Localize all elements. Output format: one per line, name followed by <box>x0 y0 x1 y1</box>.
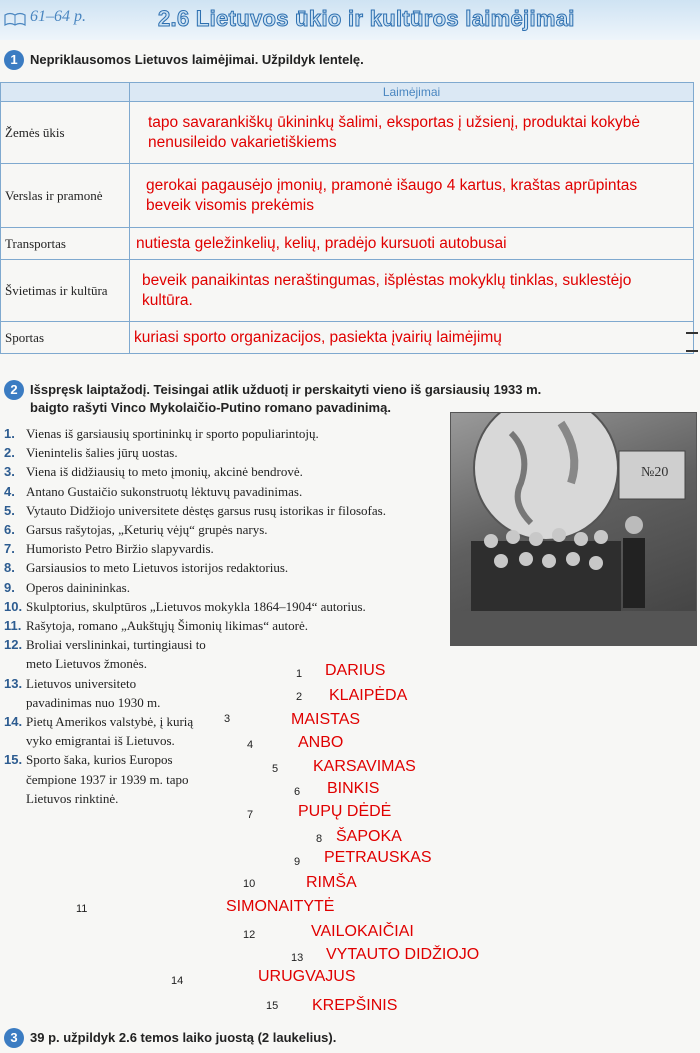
clue-number: 4. <box>4 483 15 499</box>
clue-text: Skulptorius, skulptūros „Lietuvos mokykla 1864–1904“ autorius. <box>26 598 366 614</box>
clue-item <box>4 578 386 597</box>
table-row <box>1 228 694 260</box>
classroom-photo-drawing <box>451 413 696 645</box>
clue-number: 12. <box>4 637 23 653</box>
answer-number: 5 <box>272 763 279 775</box>
header-blank-cell <box>1 83 130 102</box>
answer-word: SIMONAITYTĖ <box>226 898 335 915</box>
page-range: 61–64 p. <box>30 8 86 25</box>
answer-number: 8 <box>316 833 323 845</box>
answer-word: DARIUS <box>325 662 386 679</box>
clue-item <box>4 501 386 520</box>
answer-number: 14 <box>171 975 184 987</box>
row-label: Žemės ūkis <box>1 102 130 164</box>
clue-number: 1. <box>4 426 15 441</box>
answer-number: 11 <box>76 903 88 915</box>
clue-number: 11. <box>4 618 22 634</box>
clue-text: Viena iš didžiausių to meto įmonių, akcinė bendrovė. <box>26 464 303 480</box>
table-row <box>1 322 694 354</box>
clue-number: 9. <box>4 579 15 595</box>
task-number-2: 2 <box>4 380 24 400</box>
answer-number: 12 <box>243 929 256 941</box>
answer-word: KLAIPĖDA <box>329 687 408 704</box>
task-3-instruction: 39 p. užpildyk 2.6 temos laiko juostą (2 laukelius). <box>30 1030 337 1045</box>
clue-item <box>4 520 386 539</box>
clue-number: 7. <box>4 541 15 557</box>
clue-number: 13. <box>4 675 23 691</box>
clue-number: 14. <box>4 714 23 730</box>
table-row <box>1 164 694 228</box>
clue-item <box>4 597 386 616</box>
clue-item <box>4 539 386 558</box>
clue-item <box>4 482 386 501</box>
clue-number: 10. <box>4 598 23 614</box>
table-header-row <box>1 83 694 102</box>
column-header-achievements: Laimėjimai <box>130 83 694 102</box>
classroom-photo <box>450 412 697 646</box>
clue-text: Vytauto Didžiojo universitete dėstęs garsus rusų istorikas ir filosofas. <box>26 502 386 518</box>
clue-number: 2. <box>4 445 15 461</box>
task-2-instruction-line1: Išspręsk laiptažodį. Teisingai atlik užduotį ir perskaityti vieno iš garsiausių 1933 m. <box>30 382 542 397</box>
clue-text: Rašytoja, romano „Aukštųjų Šimonių likimas“ autorė. <box>26 618 308 634</box>
clue-number: 15. <box>4 752 23 768</box>
answer-word: VAILOKAIČIAI <box>311 923 414 940</box>
answer-word: MAISTAS <box>291 711 361 728</box>
row-answer: beveik panaikintas neraštingumas, išplėstas mokyklų tinklas, suklestėjo kultūra. <box>130 260 694 322</box>
clue-number: 8. <box>4 560 15 576</box>
answer-word: PUPŲ DĖDĖ <box>298 803 392 820</box>
answer-word: ŠAPOKA <box>336 828 402 845</box>
clue-item <box>4 616 386 635</box>
clue-number: 3. <box>4 464 15 480</box>
answer-word: VYTAUTO DIDŽIOJO <box>326 946 480 963</box>
margin-mark <box>686 350 698 352</box>
answer-number: 4 <box>247 739 254 751</box>
answer-number: 13 <box>291 952 304 964</box>
answer-number: 9 <box>294 856 301 868</box>
row-answer: tapo savarankiškų ūkininkų šalimi, eksportas į užsienį, produktai kokybė nenusileido vakarietiškiems <box>130 102 694 164</box>
clue-text: Antano Gustaičio sukonstruotų lėktuvų pavadinimas. <box>26 483 303 499</box>
achievements-table <box>0 82 694 354</box>
clue-number: 5. <box>4 502 15 518</box>
answer-number: 15 <box>266 1000 279 1012</box>
answer-word: RIMŠA <box>306 874 357 891</box>
page-title: 2.6 Lietuvos ūkio ir kultūros laimėjimai <box>158 6 575 31</box>
clue-item <box>4 424 386 443</box>
row-label: Sportas <box>1 322 130 354</box>
answer-number: 2 <box>296 691 303 703</box>
clue-text: Garsus rašytojas, „Keturių vėjų“ grupės narys. <box>26 522 268 538</box>
row-answer: kuriasi sporto organizacijos, pasiekta įvairių laimėjimų <box>130 322 694 354</box>
row-label: Verslas ir pramonė <box>1 164 130 228</box>
answer-word: KREPŠINIS <box>312 997 398 1014</box>
clue-text: Vienas iš garsiausių sportininkų ir sporto populiarintojų. <box>26 426 319 441</box>
clue-text: Lietuvos universiteto pavadinimas nuo 1930 m. <box>26 675 161 710</box>
margin-mark <box>686 332 698 334</box>
row-answer: gerokai pagausėjo įmonių, pramonė išaugo 4 kartus, kraštas aprūpintas beveik visomis prekėmis <box>130 164 694 228</box>
answer-number: 6 <box>294 786 301 798</box>
answer-number: 7 <box>247 809 254 821</box>
clue-item <box>4 558 386 577</box>
row-label: Transportas <box>1 228 130 260</box>
answer-number: 10 <box>243 878 256 890</box>
clue-item <box>4 462 386 481</box>
clue-text: Broliai verslininkai, turtingiausi to meto Lietuvos žmonės. <box>26 637 206 672</box>
photo-sign-label: №20 <box>641 465 669 480</box>
answer-word: URUGVAJUS <box>258 968 356 985</box>
task-2-instruction-line2: baigto rašyti Vinco Mykolaičio-Putino romano pavadinimą. <box>30 400 391 415</box>
answer-number: 1 <box>296 668 303 680</box>
clue-number: 6. <box>4 522 15 538</box>
answer-word: BINKIS <box>327 780 380 797</box>
answer-number: 3 <box>224 713 231 725</box>
clue-text: Garsiausios to meto Lietuvos istorijos redaktorius. <box>26 560 289 576</box>
table-row <box>1 102 694 164</box>
task-1-instruction: Nepriklausomos Lietuvos laimėjimai. Užpildyk lentelę. <box>30 52 364 67</box>
row-answer: nutiesta geležinkelių, kelių, pradėjo kursuoti autobusai <box>130 228 694 260</box>
task-number-3: 3 <box>4 1028 24 1048</box>
book-icon <box>4 12 26 26</box>
clue-item <box>4 443 386 462</box>
clue-text: Vienintelis šalies jūrų uostas. <box>26 445 178 461</box>
clue-text: Sporto šaka, kurios Europos čempione 1937 ir 1939 m. tapo Lietuvos rinktinė. <box>26 752 189 806</box>
task-number-1: 1 <box>4 50 24 70</box>
answer-word: KARSAVIMAS <box>313 758 416 775</box>
clue-text: Pietų Amerikos valstybė, į kurią vyko emigrantai iš Lietuvos. <box>26 714 194 749</box>
row-label: Švietimas ir kultūra <box>1 260 130 322</box>
clue-text: Operos dainininkas. <box>26 579 130 595</box>
clue-text: Humoristo Petro Biržio slapyvardis. <box>26 541 214 557</box>
answer-word: ANBO <box>298 734 344 751</box>
table-row <box>1 260 694 322</box>
answer-word: PETRAUSKAS <box>324 849 432 866</box>
